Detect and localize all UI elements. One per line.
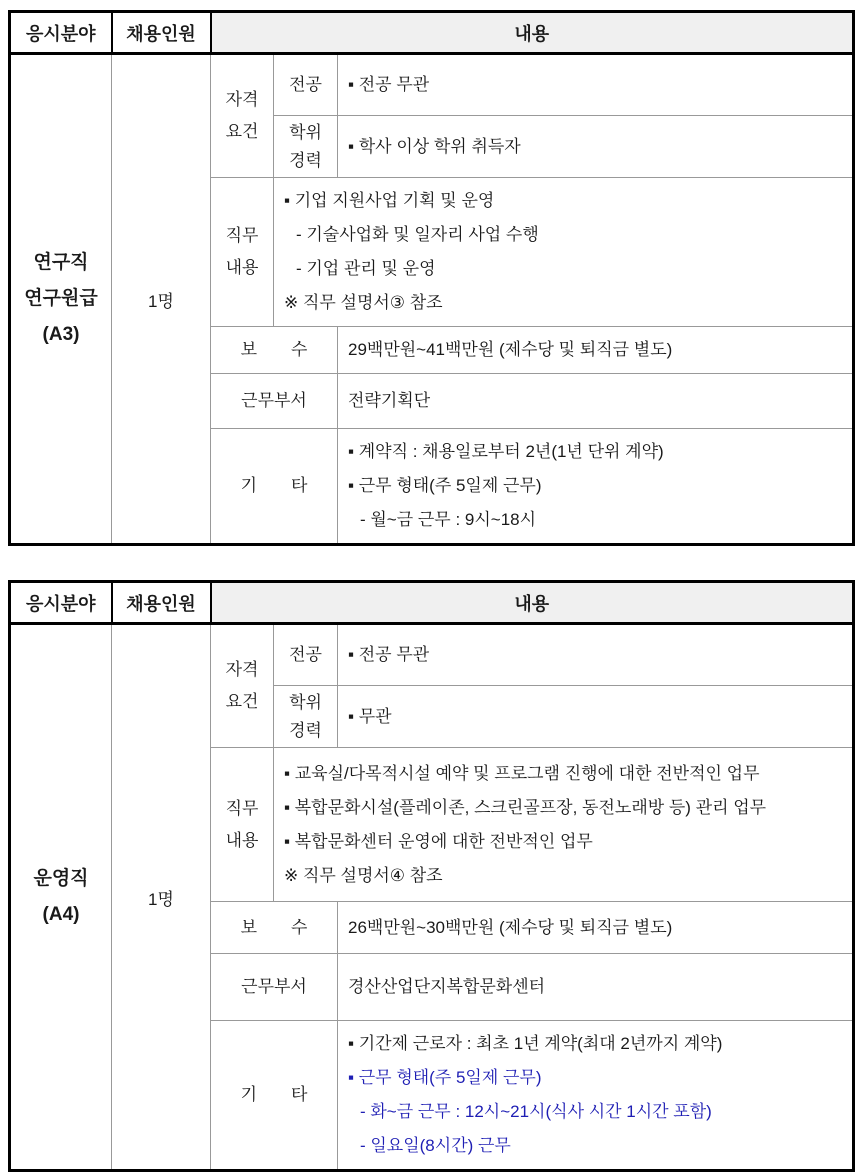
cell-degree-label (274, 686, 338, 748)
cell-pay-value (338, 327, 854, 374)
degree-label-line: 학위 (289, 122, 322, 142)
field-line: 연구원급 (24, 288, 98, 309)
duty-note-line: ※ 직무 설명서④ 참조 (284, 865, 443, 885)
etc-line: ▪ 근무 형태(주 5일제 근무) (348, 476, 542, 495)
duty-note-line: ※ 직무 설명서③ 참조 (284, 293, 443, 312)
duty-label-line: 직무 (225, 798, 259, 818)
cell-major-value (338, 624, 854, 686)
cell-etc-label: 기 타 (211, 1021, 338, 1171)
qualification-label-line: 자격 (225, 90, 259, 109)
duty-line: ▪ 교육실/다목적시설 예약 및 프로그램 진행에 대한 전반적인 업무 (284, 763, 760, 783)
duty-line: ▪ 복합문화센터 운영에 대한 전반적인 업무 (284, 831, 593, 851)
degree-label-line: 경력 (289, 150, 322, 170)
duty-label-line: 내용 (225, 830, 259, 850)
degree-label-line: 학위 (289, 692, 322, 712)
field-line: 연구직 (33, 252, 89, 273)
major-value-text: ▪ 전공 무관 (348, 645, 430, 664)
cell-degree-value (338, 686, 854, 748)
header-headcount: 채용인원 (112, 12, 211, 54)
pay-value-text: 26백만원~30백만원 (제수당 및 퇴직금 별도) (348, 917, 673, 937)
cell-etc-value (338, 1021, 854, 1171)
cell-major-label: 전공 (274, 54, 338, 116)
table-header-row (10, 12, 854, 54)
cell-major-value (338, 54, 854, 116)
recruit-table-a3 (8, 10, 855, 546)
table-header-row (10, 582, 854, 624)
pay-value-text: 29백만원~41백만원 (제수당 및 퇴직금 별도) (348, 340, 673, 359)
cell-department-label: 근무부서 (211, 954, 338, 1021)
cell-qualification-label (211, 624, 274, 748)
duty-line: ▪ 복합문화시설(플레이존, 스크린골프장, 동전노래방 등) 관리 업무 (284, 797, 767, 817)
field-line: (A3) (42, 324, 80, 345)
cell-department-label: 근무부서 (211, 374, 338, 429)
duty-line: ▪ 기업 지원사업 기획 및 운영 (284, 191, 495, 210)
cell-headcount: 1명 (112, 54, 211, 545)
recruit-table-a4 (8, 580, 855, 1172)
department-value-text: 전략기획단 (348, 391, 431, 410)
cell-duty-value (274, 178, 854, 327)
duty-line: - 기술사업화 및 일자리 사업 수행 (296, 225, 539, 244)
cell-degree-value (338, 116, 854, 178)
header-headcount: 채용인원 (112, 582, 211, 624)
cell-department-value (338, 954, 854, 1021)
qualification-label-line: 요건 (225, 122, 259, 141)
row-qualification-major (10, 624, 854, 686)
duty-label-line: 직무 (225, 226, 259, 245)
cell-duty-label (211, 748, 274, 902)
cell-field-a3 (10, 54, 112, 545)
cell-headcount: 1명 (112, 624, 211, 1171)
duty-label-line: 내용 (225, 258, 259, 277)
degree-value-text: ▪ 학사 이상 학위 취득자 (348, 136, 521, 156)
cell-etc-value (338, 429, 854, 545)
qualification-label-line: 요건 (225, 692, 259, 711)
header-content: 내용 (211, 582, 854, 624)
cell-duty-value (274, 748, 854, 902)
field-line: 운영직 (33, 868, 89, 889)
cell-qualification-label (211, 54, 274, 178)
etc-line: - 월~금 근무 : 9시~18시 (360, 510, 537, 529)
etc-line: ▪ 기간제 근로자 : 최초 1년 계약(최대 2년까지 계약) (348, 1034, 723, 1053)
degree-label-line: 경력 (289, 720, 322, 740)
cell-department-value (338, 374, 854, 429)
cell-degree-label (274, 116, 338, 178)
field-line: (A4) (42, 904, 80, 925)
cell-duty-label (211, 178, 274, 327)
header-field: 응시분야 (10, 582, 112, 624)
qualification-label-line: 자격 (225, 660, 259, 679)
cell-pay-value (338, 902, 854, 954)
row-qualification-major (10, 54, 854, 116)
etc-line-blue: ▪ 근무 형태(주 5일제 근무) (348, 1068, 542, 1087)
cell-pay-label: 보 수 (211, 902, 338, 954)
cell-etc-label: 기 타 (211, 429, 338, 545)
etc-line: ▪ 계약직 : 채용일로부터 2년(1년 단위 계약) (348, 442, 664, 461)
etc-line-blue: - 화~금 근무 : 12시~21시(식사 시간 1시간 포함) (360, 1102, 712, 1121)
department-value-text: 경산산업단지복합문화센터 (348, 977, 546, 996)
cell-major-label: 전공 (274, 624, 338, 686)
duty-line: - 기업 관리 및 운영 (296, 259, 436, 278)
header-content: 내용 (211, 12, 854, 54)
cell-pay-label: 보 수 (211, 327, 338, 374)
cell-field-a4 (10, 624, 112, 1171)
header-field: 응시분야 (10, 12, 112, 54)
degree-value-text: ▪ 무관 (348, 706, 392, 726)
etc-line-blue: - 일요일(8시간) 근무 (360, 1136, 511, 1155)
major-value-text: ▪ 전공 무관 (348, 75, 430, 94)
